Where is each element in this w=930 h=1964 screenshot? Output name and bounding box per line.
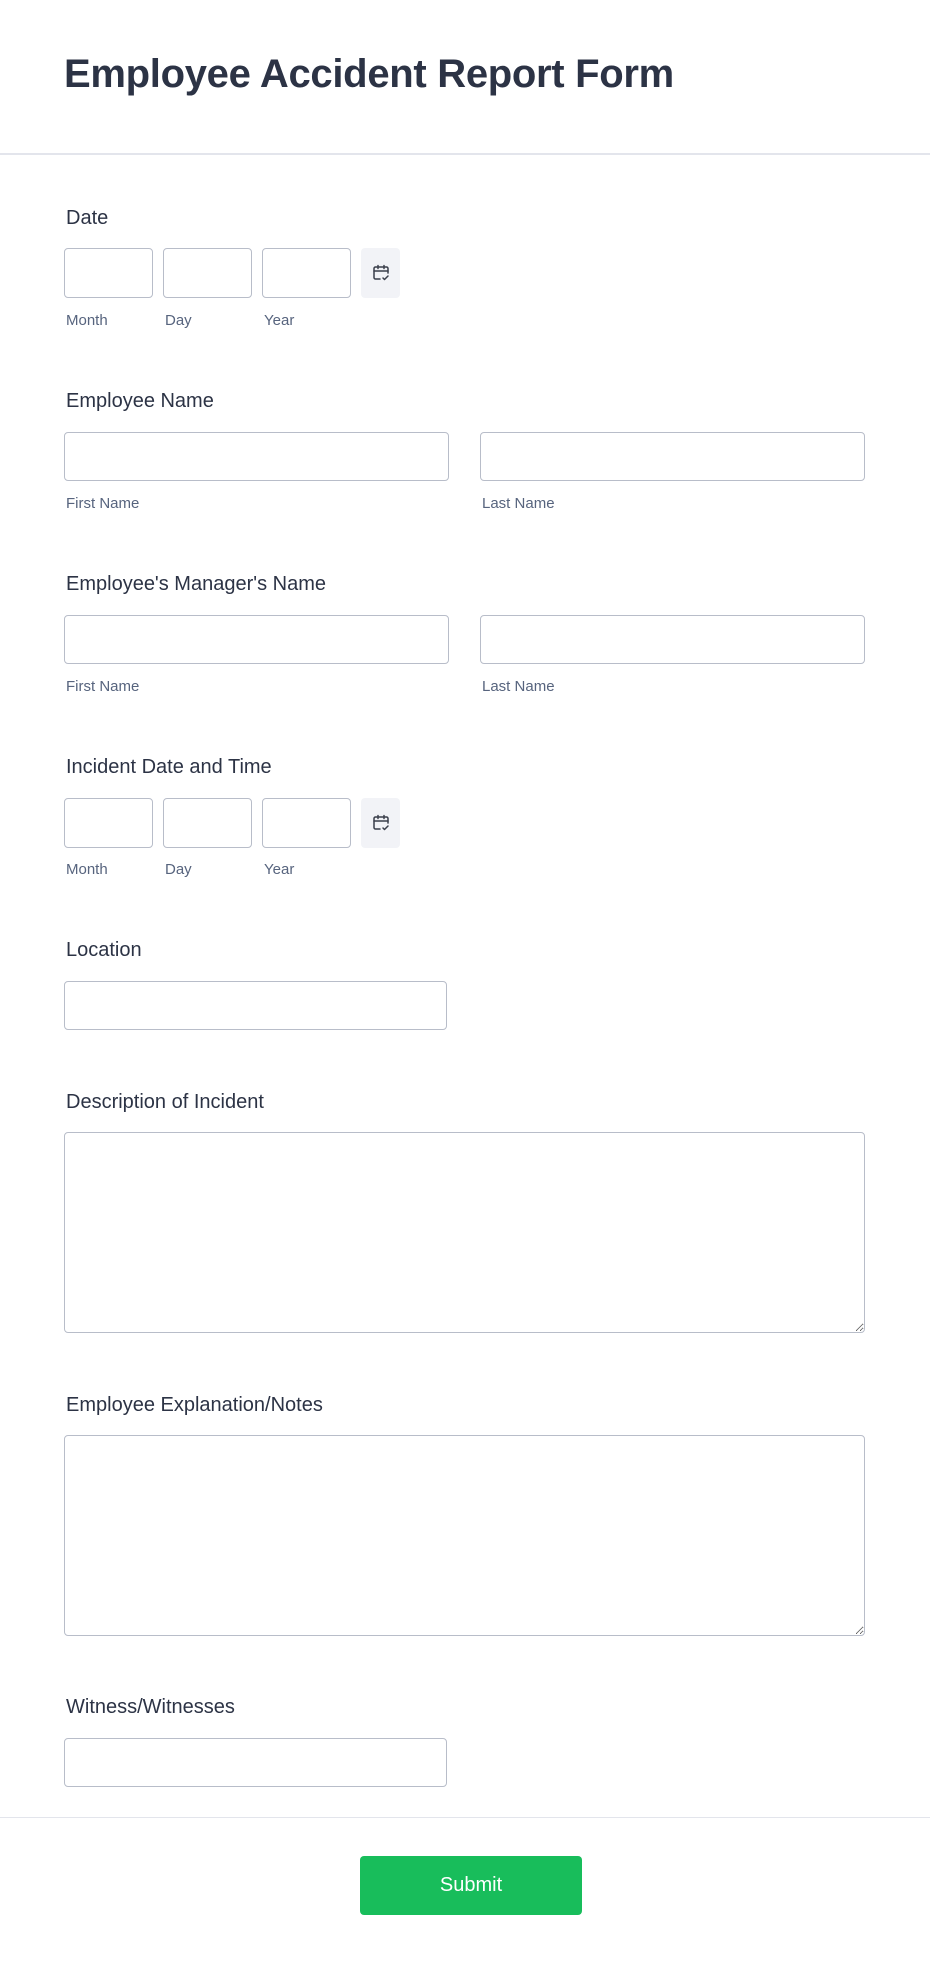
location-input[interactable] [64, 981, 447, 1030]
calendar-check-icon [372, 814, 390, 832]
explanation-label: Employee Explanation/Notes [66, 1394, 323, 1416]
description-textarea[interactable] [64, 1132, 865, 1333]
incident-year-sublabel: Year [264, 861, 295, 878]
incident-month-input[interactable] [64, 798, 153, 848]
description-label: Description of Incident [66, 1091, 264, 1113]
incident-month-sublabel: Month [66, 861, 108, 878]
employee-last-name-input[interactable] [480, 432, 865, 481]
manager-first-name-input[interactable] [64, 615, 449, 664]
page-title: Employee Accident Report Form [64, 52, 674, 96]
date-day-input[interactable] [163, 248, 252, 298]
incident-day-input[interactable] [163, 798, 252, 848]
employee-first-name-input[interactable] [64, 432, 449, 481]
date-month-sublabel: Month [66, 312, 108, 329]
incident-day-sublabel: Day [165, 861, 192, 878]
date-label: Date [66, 207, 109, 229]
manager-name-label: Employee's Manager's Name [66, 573, 326, 595]
date-year-sublabel: Year [264, 312, 295, 329]
witnesses-input[interactable] [64, 1738, 447, 1787]
incident-date-label: Incident Date and Time [66, 756, 272, 778]
incident-year-input[interactable] [262, 798, 351, 848]
employee-first-name-sublabel: First Name [66, 495, 140, 512]
date-month-input[interactable] [64, 248, 153, 298]
submit-button[interactable]: Submit [360, 1856, 582, 1915]
incident-calendar-button[interactable] [361, 798, 400, 848]
employee-name-label: Employee Name [66, 390, 214, 412]
date-day-sublabel: Day [165, 312, 192, 329]
location-label: Location [66, 939, 142, 961]
manager-last-name-input[interactable] [480, 615, 865, 664]
witnesses-label: Witness/Witnesses [66, 1696, 235, 1718]
calendar-check-icon [372, 264, 390, 282]
date-calendar-button[interactable] [361, 248, 400, 298]
manager-first-name-sublabel: First Name [66, 678, 140, 695]
footer-divider [0, 1817, 930, 1818]
explanation-textarea[interactable] [64, 1435, 865, 1636]
date-year-input[interactable] [262, 248, 351, 298]
employee-last-name-sublabel: Last Name [482, 495, 555, 512]
form-header [0, 0, 930, 155]
manager-last-name-sublabel: Last Name [482, 678, 555, 695]
